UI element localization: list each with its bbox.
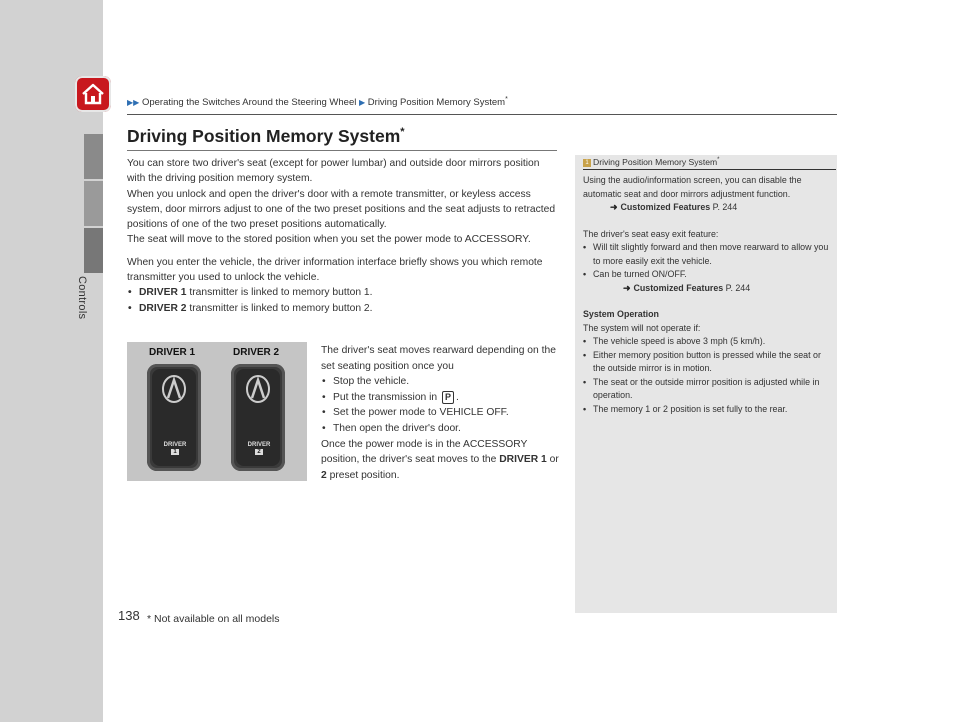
ref-title[interactable]: Customized Features (633, 282, 724, 293)
header-divider (127, 114, 837, 115)
sidebox-paragraph: Using the audio/information screen, you can disable the automatic seat and door mirrors adjustment function. (583, 175, 802, 199)
outro-text: Once the power mode is in the ACCESSORY position, the driver's seat moves to the (321, 438, 528, 466)
body-paragraph: When you enter the vehicle, the driver information interface briefly shows you which remote transmitter you used to unlock the vehicle. (127, 256, 543, 284)
steps-list (321, 374, 559, 436)
sidebox-heading-text: Driving Position Memory System (593, 157, 718, 167)
list-item: • The vehicle speed is above 3 mph (5 km/h). (583, 335, 831, 349)
cross-reference-link[interactable] (583, 282, 831, 296)
bullet-bold: DRIVER 2 (139, 302, 187, 314)
ref-title[interactable]: Customized Features (620, 202, 711, 212)
double-triangle-arrow-icon: ▶▶ (127, 98, 140, 108)
body-paragraph: When you unlock and open the driver's door with a remote transmitter, or keyless access system, door mirrors adjust to one of the two preset positions and the seat adjusts to retracted positions of one of the two preset positions automatically. (127, 188, 556, 231)
outro-bold: 2 (321, 469, 327, 481)
operation-conditions-list (583, 335, 831, 416)
sidebox-heading (583, 157, 720, 167)
breadcrumb-item-steering-wheel[interactable]: Operating the Switches Around the Steering Wheel (141, 97, 357, 109)
sidebox-divider (583, 169, 836, 170)
body-paragraph: The seat will move to the stored position when you set the power mode to ACCESSORY. (127, 234, 531, 246)
note-icon: 1 (583, 159, 591, 167)
home-icon (80, 82, 106, 106)
sidebox-paragraph: The system will not operate if: (583, 322, 701, 333)
bullet-text: transmitter is linked to memory button 1. (186, 287, 373, 299)
seat-behavior-text (321, 343, 559, 483)
breadcrumb-asterisk: * (505, 96, 508, 103)
section-tab-block (84, 134, 103, 179)
list-item: • Set the power mode to VEHICLE OFF. (321, 405, 559, 421)
acura-logo-icon (236, 369, 280, 409)
outro-text: preset position. (326, 469, 400, 481)
list-item: • The seat or the outside mirror position is adjusted while in operation. (583, 376, 831, 403)
list-item: • Will tilt slightly forward and then move rearward to allow you to more easily exit the vehicle. (583, 241, 831, 268)
fob-text (243, 442, 275, 455)
list-item: • The memory 1 or 2 position is set fully to the rear. (583, 403, 831, 417)
list-item (127, 301, 559, 316)
sidebox-subheading: System Operation (583, 309, 659, 319)
list-item (321, 390, 559, 406)
spacer (583, 295, 831, 308)
fob-number: 1 (173, 449, 177, 455)
key-fob-driver-2 (231, 364, 285, 471)
image-label-driver-2: DRIVER 2 (233, 347, 280, 358)
section-tab-active (84, 228, 103, 273)
spacer (127, 248, 559, 255)
footnote: * Not available on all models (147, 613, 280, 625)
cross-reference-link[interactable] (583, 201, 831, 215)
list-item: • Can be turned ON/OFF. (583, 268, 831, 282)
page-title (127, 126, 405, 147)
body-paragraph: You can store two driver's seat (except for power lumbar) and outside door mirrors position with the driving position memory system. (127, 158, 540, 185)
home-button[interactable] (75, 76, 111, 112)
outro-text: or (546, 454, 559, 466)
bullet-bold: DRIVER 1 (139, 287, 187, 299)
list-item: • Either memory position button is pressed while the seat or the outside mirror is in motion. (583, 349, 831, 376)
title-asterisk: * (400, 126, 405, 139)
exit-feature-list (583, 241, 831, 282)
spacer (583, 215, 831, 228)
outro-bold: DRIVER 1 (499, 454, 547, 466)
step-text: Put the transmission in (333, 391, 441, 403)
ref-page: P. 244 (710, 202, 738, 212)
step-text: . (456, 391, 459, 403)
fob-driver-text: DRIVER (247, 442, 271, 448)
fob-number: 2 (257, 449, 261, 455)
breadcrumb (127, 96, 508, 108)
body-paragraph (321, 437, 559, 484)
bullet-text: transmitter is linked to memory button 2. (186, 302, 373, 314)
section-label: Controls (76, 276, 88, 320)
list-item (127, 285, 559, 300)
sidebox-asterisk: * (717, 157, 720, 164)
image-label-driver-1: DRIVER 1 (149, 347, 196, 358)
fob-text (159, 442, 191, 455)
section-tab-block (84, 181, 103, 226)
title-divider (127, 150, 557, 151)
ref-page: P. 244 (723, 282, 751, 293)
body-paragraph: The driver's seat moves rearward depending on the set seating position once you (321, 345, 556, 372)
sidebox-body (583, 174, 831, 416)
breadcrumb-item-memory-system[interactable]: Driving Position Memory System (367, 97, 506, 109)
list-item: • Stop the vehicle. (321, 374, 559, 390)
sidebox-paragraph: The driver's seat easy exit feature: (583, 228, 719, 239)
page-number: 138 (118, 608, 140, 623)
main-body (127, 156, 559, 316)
key-fob-driver-1 (147, 364, 201, 471)
reference-arrow-icon: ➜ (623, 282, 631, 293)
page-title-text: Driving Position Memory System (127, 126, 401, 146)
list-item: • Then open the driver's door. (321, 421, 559, 437)
triangle-arrow-icon: ▶ (359, 98, 366, 108)
driver-bullet-list (127, 285, 559, 316)
acura-logo-icon (152, 369, 196, 409)
reference-arrow-icon: ➜ (610, 202, 618, 212)
park-indicator-icon: P (442, 391, 454, 404)
key-fob-image (127, 342, 307, 481)
fob-driver-text: DRIVER (163, 442, 187, 448)
